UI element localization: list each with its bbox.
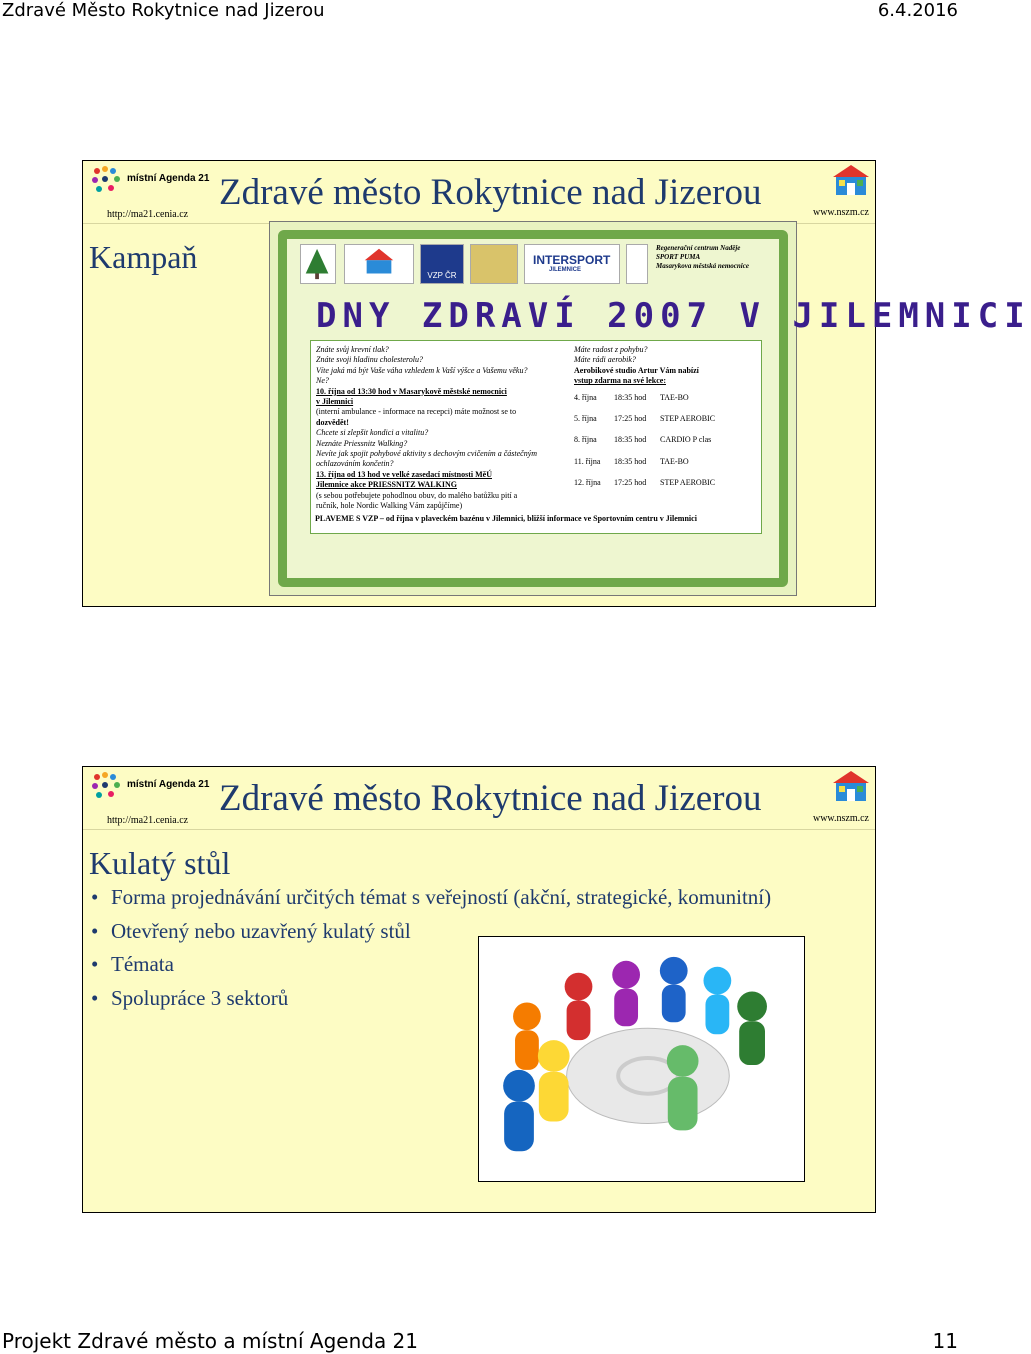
nszm-url: www.nszm.cz: [812, 207, 869, 218]
poster-info-box: [310, 340, 762, 534]
vzp-logo: VZP ČR: [420, 244, 464, 284]
round-table-people-icon: [479, 937, 804, 1181]
poster-logos: [300, 244, 770, 288]
poster-image: [269, 221, 1031, 596]
ma21-dots-icon: [91, 771, 123, 801]
poster-title: DNY ZDRAVÍ 2007 V JILEMNICI: [316, 296, 1031, 336]
schedule-row: 12. října 17:25 hod STEP AEROBIC: [574, 478, 716, 488]
poster-right-column: Máte radost z pohybu? Máte rádi aerobik? Aerobikové studio Artur Vám nabízí vstup zdarma na své lekce: 4. října 18:35 hod TAE-BO 5. října 17:25 hod STEP AEROBIC 8. října 18:35 hod CARDIO P clas 11. října 18:35 hod TAE-BO 12. října 17:25 hod STEP AEROBIC: [574, 345, 759, 489]
ma21-brand: místní Agenda 21: [127, 779, 210, 790]
slide-title: Zdravé město Rokytnice nad Jizerou: [219, 172, 762, 213]
list-item: • Otevřený nebo uzavřený kulatý stůl: [89, 919, 771, 953]
round-table-picture: [478, 936, 805, 1182]
page-footer-project: Projekt Zdravé město a místní Agenda 21: [2, 1329, 419, 1353]
intersport-logo: INTERSPORT JILEMNICE: [524, 244, 620, 284]
nszm-house-icon: [831, 163, 871, 197]
schedule-row: 8. října 18:35 hod CARDIO P clas: [574, 435, 712, 445]
header-divider: [83, 829, 875, 830]
page-number: 11: [932, 1329, 958, 1353]
nszm-url: www.nszm.cz: [812, 813, 869, 824]
ma21-dots-icon: [91, 165, 123, 195]
document-logo-icon: [626, 244, 648, 284]
schedule-row: 5. října 17:25 hod STEP AEROBIC: [574, 414, 716, 424]
ma21-logo: [89, 165, 213, 195]
slide-title: Zdravé město Rokytnice nad Jizerou: [219, 778, 762, 819]
slide-heading: Kampaň: [89, 239, 198, 275]
poster-footer: PLAVEME S VZP – od října v plaveckém bazénu v Jilemnici, bližší informace ve Sportovním centru v Jilemnici: [315, 514, 697, 523]
ma21-url: http://ma21.cenia.cz: [107, 209, 189, 220]
list-item: • Forma projednávání určitých témat s veřejností (akční, strategické, komunitní): [89, 885, 771, 919]
page-header-date: 6.4.2016: [877, 0, 958, 21]
poster-sponsors: Regenerační centrum Naděje SPORT PUMA Masarykova městská nemocnice: [656, 244, 749, 270]
slide-kulaty-stul: [82, 766, 876, 1213]
slide-heading: Kulatý stůl: [89, 845, 231, 881]
ma21-url: http://ma21.cenia.cz: [107, 815, 189, 826]
schedule-row: 11. října 18:35 hod TAE-BO: [574, 456, 689, 466]
house-logo-icon: [344, 244, 414, 284]
photo-logo-icon: [470, 244, 518, 284]
tree-logo-icon: [300, 244, 336, 284]
ma21-logo: [89, 771, 213, 801]
list-item: • Témata: [89, 952, 771, 986]
slide-kampan: [82, 160, 1031, 607]
nszm-house-icon: [831, 769, 871, 803]
schedule-row: 4. října 18:35 hod TAE-BO: [574, 392, 689, 402]
poster-left-column: Znáte svůj krevní tlak? Znáte svoji hladinu cholesterolu? Víte jaká má být Vaše váha vzhledem k Vaší výšce a Vašemu věku? Ne? 10. října od 13:30 hod v Masarykově městské nemocnici v Jilemnici (interní ambulance - informace na recepci) máte možnost se to dozvědět! Chcete si zlepšit kondici a vitalitu? Neznáte Priessnitz Walking? Nevíte jak spojit pohybové aktivity s dechovým cvičením a částečným ochlazováním končetin? 13. října od 13 hod ve velké zasedací místnosti MěÚ Jilemnice akce PRIESSNITZ WALKING (s sebou potřebujete pohodlnou obuv, do malého batůžku pití a ručník, hole Nordic Walking Vám zapůjčíme): [316, 345, 538, 511]
page-header-title: Zdravé Město Rokytnice nad Jizerou: [2, 0, 325, 21]
ma21-brand: místní Agenda 21: [127, 173, 210, 184]
list-item: • Spolupráce 3 sektorů: [89, 986, 771, 1020]
